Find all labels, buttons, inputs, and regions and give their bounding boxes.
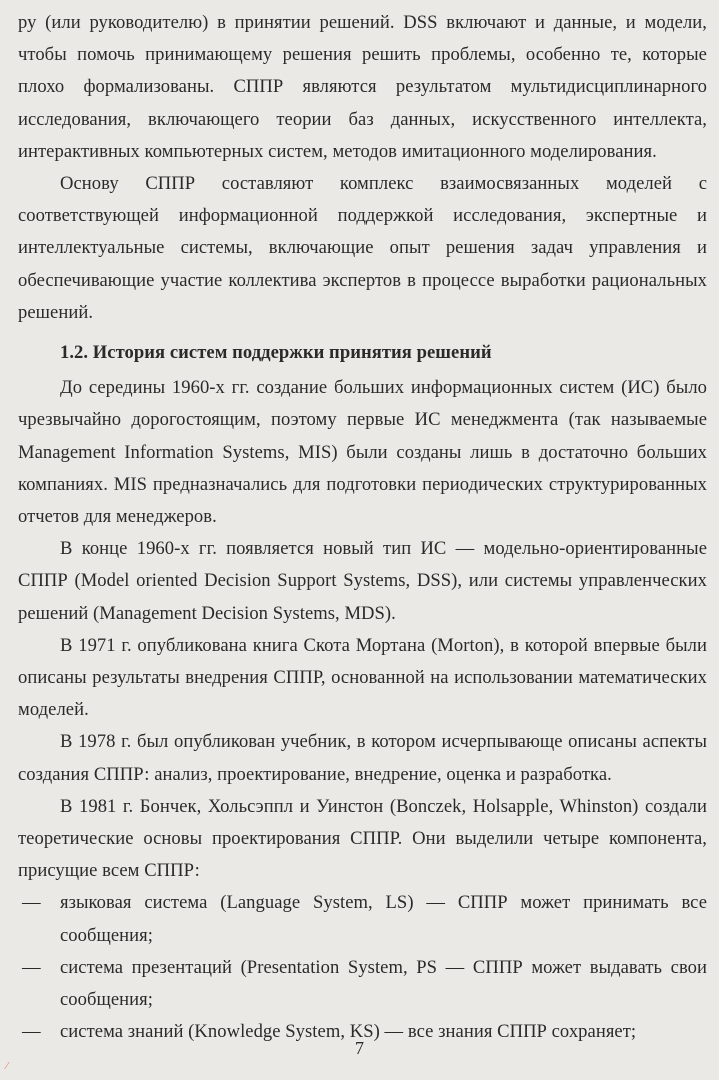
paragraph-continuation: ру (или руководителю) в принятии решений. DSS включают и данные, и модели, чтобы помочь принимающему решения решить проблемы, особенно те, которые плохо формализованы. СППР являются результатом мультидисциплинарного исследования, включающего теории баз данных, искусственного интеллекта, интерактивных компьютерных систем, методов имитационного моделирования. <box>18 12 707 162</box>
paragraph-late-1960s: В конце 1960-х гг. появляется новый тип ИС — модельно-ориентированные СППР (Model oriented Decision Support Systems, DSS), или системы управленческих решений (Management Decision Systems, MDS). <box>18 538 707 624</box>
list-item-presentation-system <box>18 952 707 1016</box>
list-dash: — <box>22 956 41 978</box>
corner-mark-icon: ⁄ <box>6 1061 8 1072</box>
list-dash: — <box>22 892 41 914</box>
list-item-language-system <box>18 887 707 951</box>
list-item-text: система знаний (Knowledge System, KS) — все знания СППР сохраняет; <box>60 1021 637 1043</box>
paragraph-1981: В 1981 г. Бончек, Хольсэппл и Уинстон (Bonczek, Holsapple, Whinston) создали теоретические основы проектирования СППР. Они выделили четыре компонента, присущие всем СППР: <box>18 795 707 882</box>
list-dash: — <box>22 1021 41 1043</box>
paragraph-1978: В 1978 г. был опубликован учебник, в котором исчерпывающе описаны аспекты создания СППР: анализ, проектирование, внедрение, оценка и разработка. <box>18 731 707 785</box>
section-heading: 1.2. История систем поддержки принятия решений <box>60 342 492 364</box>
paragraph-1960s: До середины 1960-х гг. создание больших информационных систем (ИС) было чрезвычайно дорогостоящим, поэтому первые ИС менеджмента (так называемые Management Information Systems, MIS) были созданы лишь в достаточно больших компаниях. MIS предназначались для подготовки периодических структурированных отчетов для менеджеров. <box>18 377 707 528</box>
list-item-text: языковая система (Language System, LS) — СППР может принимать все сообщения; <box>60 892 707 946</box>
paragraph-dss-basis: Основу СППР составляют комплекс взаимосвязанных моделей с соответствующей информационной поддержкой исследования, экспертные и интеллектуальные системы, включающие опыт решения задач управления и обеспечивающие участие коллектива экспертов в процессе выработки рациональных решений. <box>18 173 707 323</box>
paragraph-1971: В 1971 г. опубликована книга Скота Мортана (Morton), в которой впервые были описаны результаты внедрения СППР, основанной на использовании математических моделей. <box>18 634 707 721</box>
list-item-text: система презентаций (Presentation System, PS — СППР может выдавать свои сообщения; <box>60 956 707 1011</box>
page-number: 7 <box>355 1038 364 1058</box>
